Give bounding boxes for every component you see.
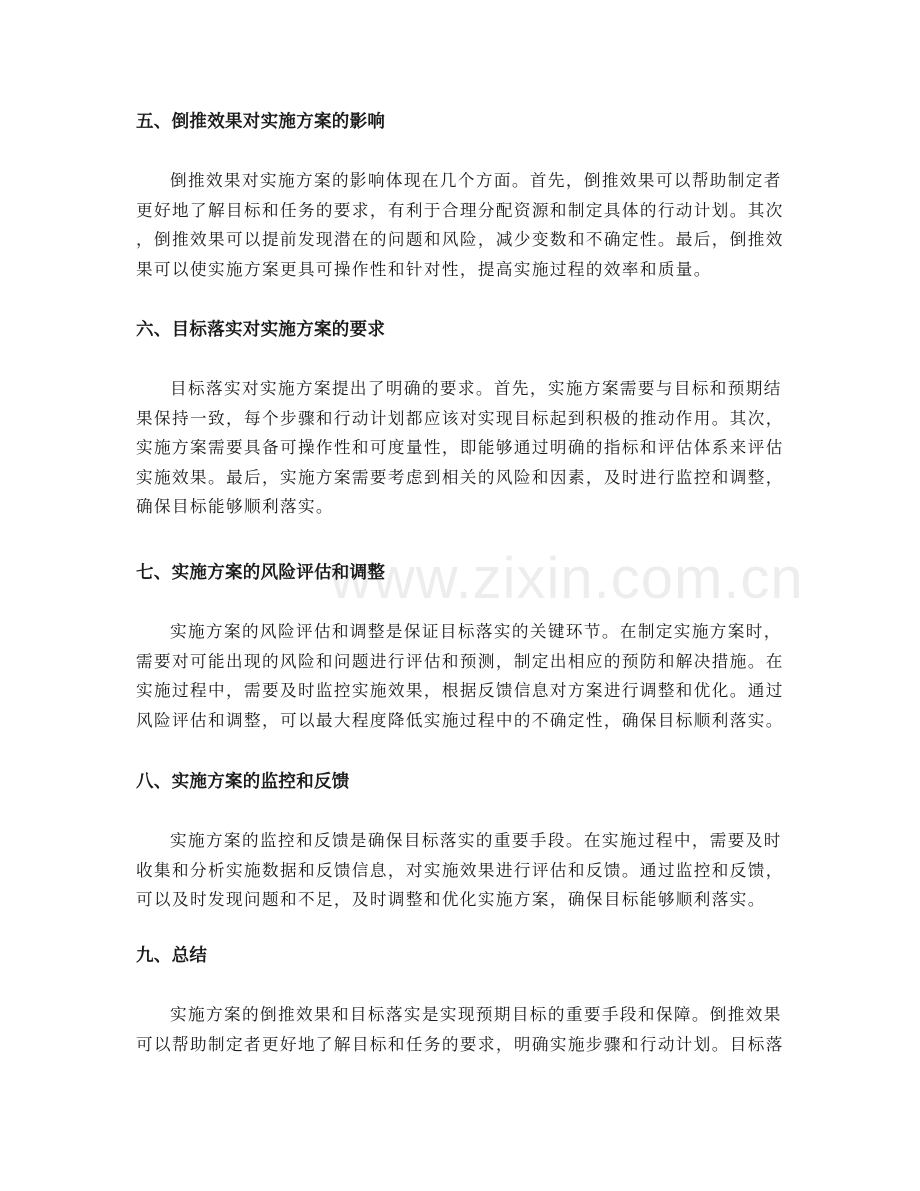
- text-line: 更好地了解目标和任务的要求，有利于合理分配资源和制定具体的行动计划。其次: [136, 200, 784, 220]
- text-line: 需要对可能出现的风险和问题进行评估和预测，制定出相应的预防和解决措施。在: [136, 651, 784, 671]
- section-paragraph: [136, 1000, 786, 1059]
- section-heading: 八、实施方案的监控和反馈: [136, 772, 350, 792]
- section-paragraph: [136, 617, 786, 735]
- text-line: 可以及时发现问题和不足，及时调整和优化实施方案，确保目标能够顺利落实。: [136, 890, 766, 909]
- section-7: [136, 561, 786, 735]
- text-line: 可以帮助制定者更好地了解目标和任务的要求，明确实施步骤和行动计划。目标落: [136, 1034, 784, 1054]
- section-paragraph: [136, 166, 786, 284]
- section-paragraph: [136, 826, 786, 915]
- text-line: 收集和分析实施数据和反馈信息，对实施效果进行评估和反馈。通过监控和反馈，: [136, 860, 784, 880]
- text-line: 实施方案的倒推效果和目标落实是实现预期目标的重要手段和保障。倒推效果: [170, 1005, 782, 1024]
- text-line: 实施方案的监控和反馈是确保目标落实的重要手段。在实施过程中，需要及时: [170, 831, 782, 850]
- section-heading: 七、实施方案的风险评估和调整: [136, 563, 386, 583]
- text-line: 目标落实对实施方案提出了明确的要求。首先，实施方案需要与目标和预期结: [170, 379, 782, 398]
- section-heading: 五、倒推效果对实施方案的影响: [136, 112, 386, 132]
- section-heading: 六、目标落实对实施方案的要求: [136, 320, 386, 340]
- text-line: 风险评估和调整，可以最大程度降低实施过程中的不确定性，确保目标顺利落实。: [136, 710, 784, 730]
- text-line: 实施方案的风险评估和调整是保证目标落实的关键环节。在制定实施方案时，: [170, 622, 782, 641]
- text-line: 实施效果。最后，实施方案需要考虑到相关的风险和因素，及时进行监控和调整，: [136, 467, 784, 487]
- text-line: 果保持一致，每个步骤和行动计划都应该对实现目标起到积极的推动作用。其次，: [136, 408, 784, 428]
- section-5: [136, 110, 786, 284]
- text-line: 实施方案需要具备可操作性和可度量性，即能够通过明确的指标和评估体系来评估: [136, 438, 784, 457]
- section-heading: 九、总结: [136, 946, 208, 966]
- section-8: [136, 770, 786, 915]
- text-line: ，倒推效果可以提前发现潜在的问题和风险，减少变数和不确定性。最后，倒推效: [136, 230, 784, 249]
- section-9: [136, 944, 786, 1059]
- section-paragraph: [136, 374, 786, 522]
- section-6: [136, 318, 786, 522]
- watermark: www.zixin.com.cn: [330, 546, 804, 611]
- text-line: 确保目标能够顺利落实。: [136, 497, 334, 516]
- text-line: 倒推效果对实施方案的影响体现在几个方面。首先，倒推效果可以帮助制定者: [170, 171, 782, 190]
- text-line: 果可以使实施方案更具可操作性和针对性，提高实施过程的效率和质量。: [136, 259, 712, 279]
- text-line: 实施过程中，需要及时监控实施效果，根据反馈信息对方案进行调整和优化。通过: [136, 681, 784, 700]
